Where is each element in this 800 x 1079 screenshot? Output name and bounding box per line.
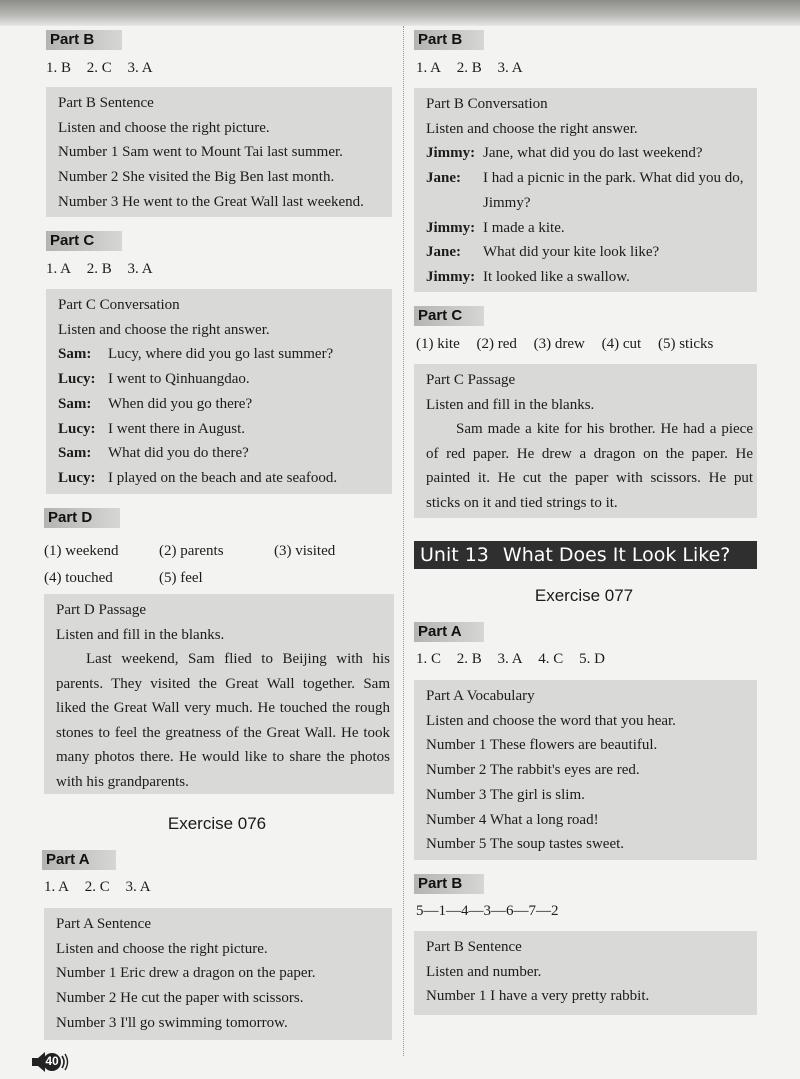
answer: (2) red bbox=[476, 336, 517, 352]
box-instruction: Listen and fill in the blanks. bbox=[56, 626, 225, 643]
answer: (1) kite bbox=[416, 336, 460, 352]
part-c-passage-box bbox=[414, 364, 757, 518]
answer: 3. A bbox=[127, 60, 153, 76]
passage-text: Sam made a kite for his brother. He had a piece of red paper. He drew a dragon on the paper. He painted it. He cut the paper with scissors. He put sticks on it and tied strings to it. bbox=[426, 421, 753, 511]
unit-title: What Does It Look Like? bbox=[502, 544, 731, 566]
dialogue-line bbox=[58, 417, 388, 442]
box-instruction: Listen and number. bbox=[426, 963, 542, 980]
part-c-conversation-box bbox=[46, 289, 392, 494]
box-line: Number 3 The girl is slim. bbox=[426, 786, 585, 803]
utterance: I had a picnic in the park. What did you do, Jimmy? bbox=[483, 170, 744, 211]
answer: 1. A bbox=[416, 60, 442, 76]
box-line: Number 2 She visited the Big Ben last month. bbox=[58, 169, 335, 186]
box-heading: Part D Passage bbox=[56, 602, 146, 618]
part-d-passage-box bbox=[44, 594, 394, 794]
answer: (2) parents bbox=[159, 543, 224, 559]
part-b-sentence-box bbox=[46, 87, 392, 217]
answer: 2. B bbox=[456, 651, 482, 667]
part-b-answers: 5—1—4—3—6—7—2 bbox=[416, 903, 559, 919]
box-heading: Part A Sentence bbox=[56, 916, 151, 932]
dialogue-line bbox=[426, 216, 753, 241]
box-line: Number 1 Eric drew a dragon on the paper. bbox=[56, 965, 316, 982]
answer: (3) visited bbox=[274, 543, 336, 559]
part-b-conversation-box bbox=[414, 88, 757, 292]
box-line: Number 2 He cut the paper with scissors. bbox=[56, 990, 304, 1007]
unit-number: Unit 13 bbox=[420, 544, 489, 566]
speaker: Jimmy: bbox=[426, 145, 476, 162]
box-instruction: Listen and choose the right picture. bbox=[56, 940, 268, 957]
part-b-answers bbox=[46, 60, 153, 77]
passage-text: Last weekend, Sam flied to Beijing with his parents. They visited the Great Wall together. Sam liked the Great Wall very much. He touched the rough stones to feel the greatness of the Great Wall. He took many photos there. He would like to share the photos with his grandparents. bbox=[56, 651, 390, 790]
answer: 1. A bbox=[44, 879, 70, 895]
answer: 2. C bbox=[86, 60, 112, 76]
box-line: Number 4 What a long road! bbox=[426, 811, 599, 828]
box-heading: Part C Conversation bbox=[58, 297, 180, 313]
box-line: Number 5 The soup tastes sweet. bbox=[426, 836, 625, 853]
utterance: Lucy, where did you go last summer? bbox=[108, 346, 334, 363]
box-heading: Part B Sentence bbox=[58, 95, 154, 111]
speaker: Sam: bbox=[58, 346, 92, 363]
dialogue-line bbox=[426, 240, 753, 265]
dialogue-line bbox=[426, 265, 753, 290]
box-line: Number 1 I have a very pretty rabbit. bbox=[426, 988, 650, 1005]
answer: (3) drew bbox=[533, 336, 585, 352]
answer: 3. A bbox=[127, 261, 153, 277]
unit-banner bbox=[414, 541, 757, 569]
answer: 3. A bbox=[125, 879, 151, 895]
part-b-heading: Part B bbox=[414, 30, 484, 50]
speaker: Lucy: bbox=[58, 469, 96, 486]
speaker: Jane: bbox=[426, 170, 461, 187]
box-line: Number 1 These flowers are beautiful. bbox=[426, 737, 658, 754]
speaker: Jimmy: bbox=[426, 219, 476, 236]
speaker: Lucy: bbox=[58, 371, 96, 388]
column-divider bbox=[403, 26, 404, 1056]
part-b-answers bbox=[416, 60, 523, 77]
utterance: I went there in August. bbox=[108, 420, 246, 437]
dialogue-line bbox=[58, 466, 388, 491]
answer: 1. C bbox=[416, 651, 442, 667]
box-instruction: Listen and fill in the blanks. bbox=[426, 396, 595, 413]
part-b-heading: Part B bbox=[414, 874, 484, 894]
answer: 4. C bbox=[538, 651, 564, 667]
answer: 5. D bbox=[579, 651, 605, 667]
box-line: Number 3 He went to the Great Wall last weekend. bbox=[58, 193, 364, 210]
box-heading: Part C Passage bbox=[426, 372, 516, 388]
box-line: Number 1 Sam went to Mount Tai last summer. bbox=[58, 144, 343, 161]
utterance: Jane, what did you do last weekend? bbox=[483, 145, 703, 162]
answer: 2. B bbox=[86, 261, 112, 277]
dialogue-line bbox=[58, 342, 388, 367]
box-heading: Part B Sentence bbox=[426, 939, 522, 955]
answer: (5) feel bbox=[159, 570, 203, 586]
exercise-076-title: Exercise 076 bbox=[167, 814, 267, 833]
part-c-heading: Part C bbox=[46, 231, 122, 251]
part-a-heading: Part A bbox=[42, 850, 116, 870]
box-line: Number 2 The rabbit's eyes are red. bbox=[426, 762, 640, 779]
speaker: Lucy: bbox=[58, 420, 96, 437]
dialogue-line bbox=[58, 392, 388, 417]
dialogue-line bbox=[426, 141, 753, 166]
speaker: Sam: bbox=[58, 445, 92, 462]
answer: 1. B bbox=[46, 60, 72, 76]
box-instruction: Listen and choose the right picture. bbox=[58, 119, 270, 136]
utterance: I went to Qinhuangdao. bbox=[108, 371, 250, 388]
part-c-heading: Part C bbox=[414, 306, 484, 326]
part-a-sentence-box bbox=[44, 908, 392, 1040]
dialogue-line bbox=[426, 166, 753, 215]
page-number: 40 bbox=[45, 1054, 59, 1068]
speaker: Jane: bbox=[426, 244, 461, 261]
part-d-answers bbox=[44, 538, 335, 592]
answer: 3. A bbox=[497, 60, 523, 76]
part-c-answers bbox=[416, 336, 713, 353]
utterance: It looked like a swallow. bbox=[483, 268, 630, 285]
part-a-answers bbox=[416, 651, 605, 668]
part-d-heading: Part D bbox=[44, 508, 120, 528]
answer: (5) sticks bbox=[657, 336, 714, 352]
utterance: I played on the beach and ate seafood. bbox=[108, 469, 338, 486]
part-b-heading: Part B bbox=[46, 30, 122, 50]
part-c-answers bbox=[46, 261, 153, 278]
utterance: What did your kite look like? bbox=[483, 244, 660, 261]
box-heading: Part B Conversation bbox=[426, 96, 548, 112]
box-heading: Part A Vocabulary bbox=[426, 688, 535, 704]
answer: (4) touched bbox=[44, 570, 113, 586]
answer: (1) weekend bbox=[44, 543, 119, 559]
answer: 3. A bbox=[497, 651, 523, 667]
box-instruction: Listen and choose the right answer. bbox=[58, 321, 270, 338]
part-a-answers bbox=[44, 879, 151, 896]
box-line: Number 3 I'll go swimming tomorrow. bbox=[56, 1014, 288, 1031]
utterance: What did you do there? bbox=[108, 445, 249, 462]
speaker: Sam: bbox=[58, 395, 92, 412]
page-header-band bbox=[0, 0, 800, 26]
box-instruction: Listen and choose the word that you hear. bbox=[426, 712, 676, 729]
part-a-heading: Part A bbox=[414, 622, 484, 642]
box-instruction: Listen and choose the right answer. bbox=[426, 120, 638, 137]
part-b-sentence-box bbox=[414, 931, 757, 1015]
speaker: Jimmy: bbox=[426, 268, 476, 285]
page-number-badge bbox=[30, 1050, 70, 1074]
dialogue-line bbox=[58, 367, 388, 392]
answer: 2. B bbox=[456, 60, 482, 76]
utterance: I made a kite. bbox=[483, 219, 565, 236]
answer: 1. A bbox=[46, 261, 72, 277]
answer: 2. C bbox=[84, 879, 110, 895]
utterance: When did you go there? bbox=[108, 395, 253, 412]
answer: (4) cut bbox=[601, 336, 642, 352]
dialogue-line bbox=[58, 441, 388, 466]
exercise-077-title: Exercise 077 bbox=[534, 586, 634, 605]
part-a-vocabulary-box bbox=[414, 680, 757, 860]
